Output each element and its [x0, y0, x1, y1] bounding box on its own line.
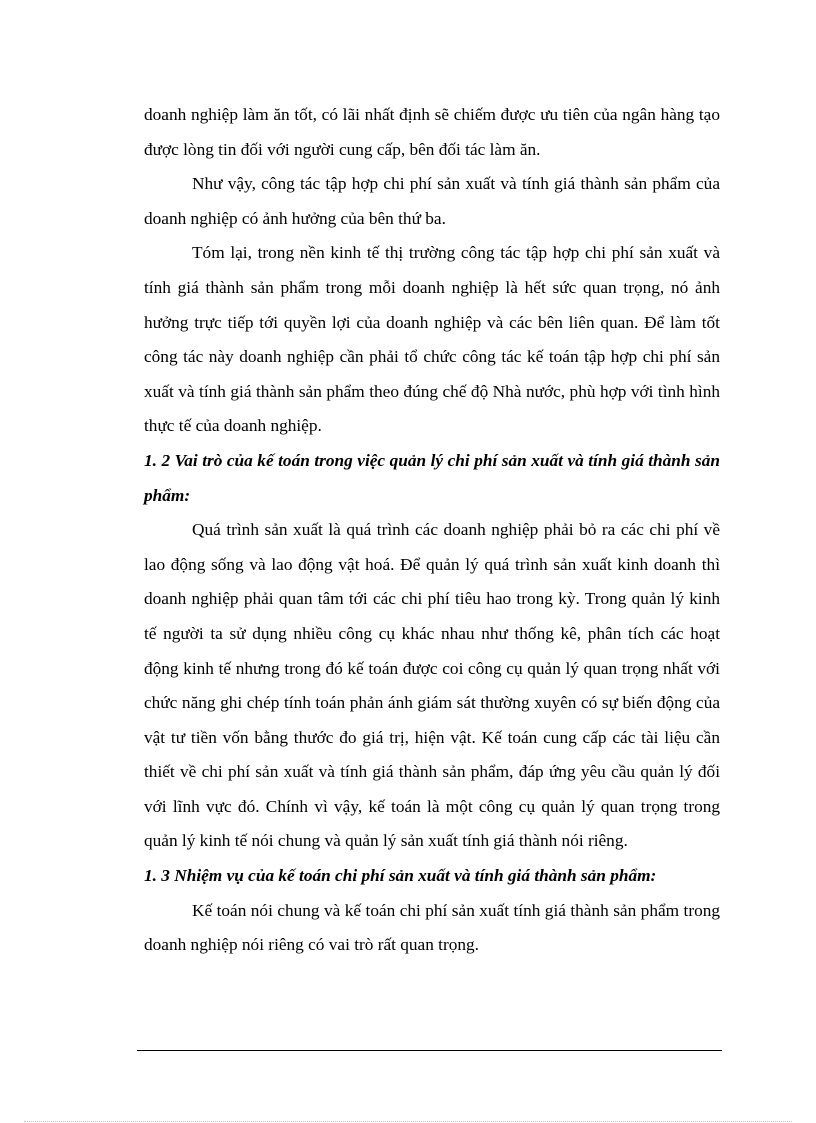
paragraph-role-of-accounting: Quá trình sản xuất là quá trình các doanh nghiệp phải bỏ ra các chi phí về lao động sống và lao động vật hoá. Để quản lý quá trình sản xuất kinh doanh thì doanh nghiệp phải quan tâm tới các chi phí tiêu hao trong kỳ. Trong quản lý kinh tế người ta sử dụng nhiều công cụ khác nhau như thống kê, phân tích các hoạt động kinh tế nhưng trong đó kế toán được coi công cụ quản lý quan trọng nhất với chức năng ghi chép tính toán phản ánh giám sát thường xuyên có sự biến động của vật tư tiền vốn bằng thước đo giá trị, hiện vật. Kế toán cung cấp các tài liệu cần thiết về chi phí sản xuất và tính giá thành sản phẩm, đáp ứng yêu cầu quản lý đối với lĩnh vực đó. Chính vì vậy, kế toán là một công cụ quản lý quan trọng trong quản lý kinh tế nói chung và quản lý sản xuất tính giá thành nói riêng.	[144, 520, 720, 851]
paragraph-third-party-influence: Như vậy, công tác tập hợp chi phí sản xuất và tính giá thành sản phẩm của doanh nghiệp có ảnh hưởng của bên thứ ba.	[144, 174, 720, 228]
section-heading-1-3: 1. 3 Nhiệm vụ của kế toán chi phí sản xuất và tính giá thành sản phẩm:	[144, 866, 657, 886]
page-bottom-edge	[24, 1121, 792, 1122]
paragraph-accounting-duties: Kế toán nói chung và kế toán chi phí sản xuất tính giá thành sản phẩm trong doanh nghiệp nói riêng có vai trò rất quan trọng.	[144, 900, 720, 955]
paragraph-summary: Tóm lại, trong nền kinh tế thị trường công tác tập hợp chi phí sản xuất và tính giá thành sản phẩm trong mỗi doanh nghiệp là hết sức quan trọng, nó ảnh hưởng trực tiếp tới quyền lợi của doanh nghiệp và các bên liên quan. Để làm tốt công tác này doanh nghiệp cần phải tổ chức công tác kế toán tập hợp chi phí sản xuất và tính giá thành sản phẩm theo đúng chế độ Nhà nước, phù hợp với tình hình thực tế của doanh nghiệp.	[144, 243, 720, 436]
document-body	[144, 98, 720, 963]
paragraph-bank-trust: doanh nghiệp làm ăn tốt, có lãi nhất định sẽ chiếm được ưu tiên của ngân hàng tạo được lòng tin đối với người cung cấp, bên đối tác làm ăn.	[144, 105, 720, 159]
footer-divider	[137, 1050, 722, 1051]
section-heading-1-2: 1. 2 Vai trò của kế toán trong việc quản lý chi phí sản xuất và tính giá thành sản phẩm:	[144, 450, 720, 505]
